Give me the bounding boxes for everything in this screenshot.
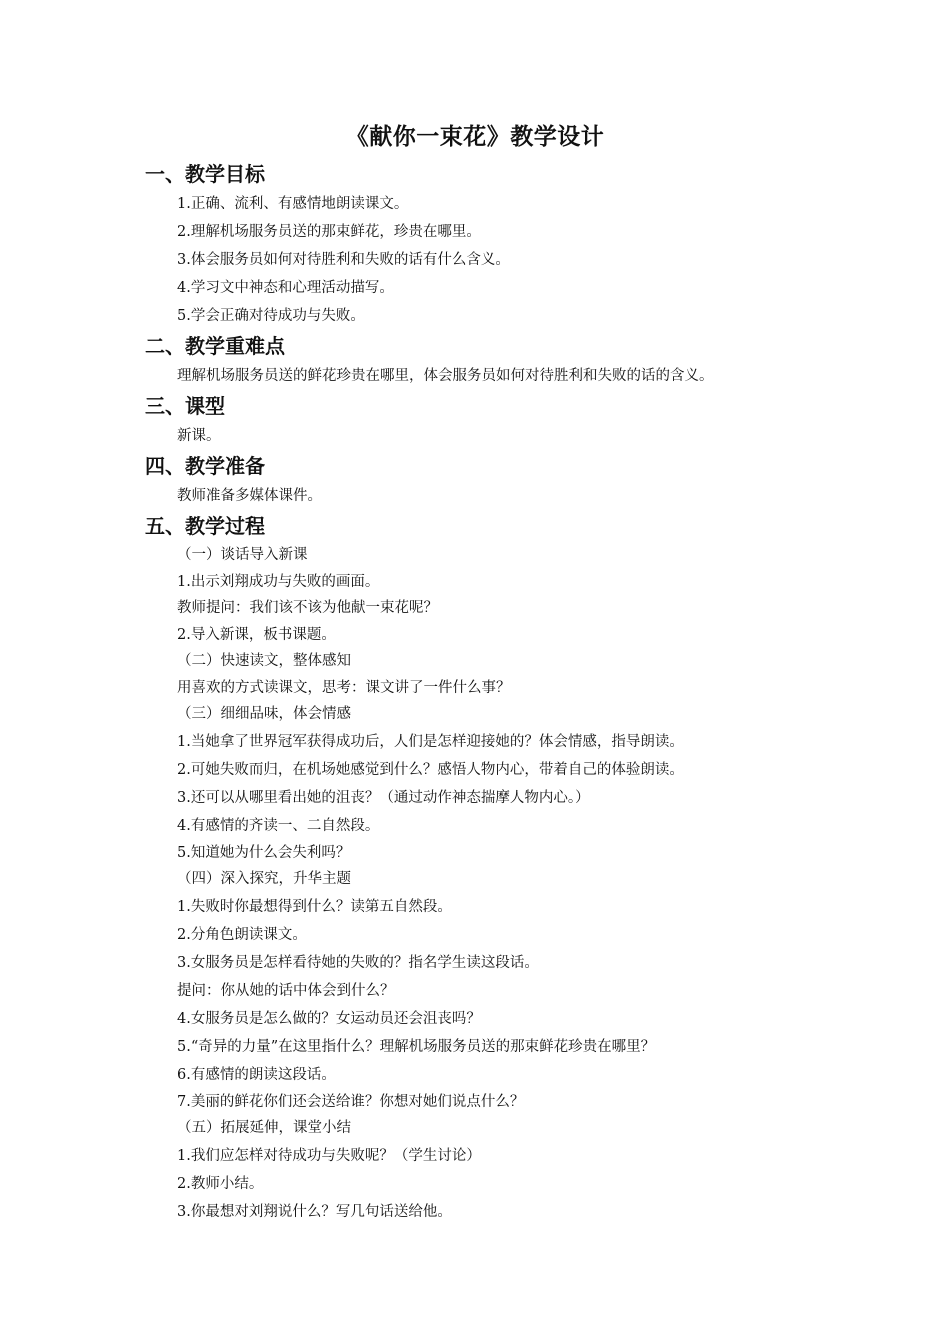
process-line: 2.教师小结。 [177, 1175, 264, 1192]
process-line: 4.有感情的齐读一、二自然段。 [177, 817, 380, 834]
process-subheading: （四）深入探究，升华主题 [177, 871, 351, 887]
process-line: 5.知道她为什么会失利吗？ [177, 844, 351, 861]
section-heading-process: 五、教学过程 [145, 514, 265, 538]
process-line: 1.失败时你最想得到什么？读第五自然段。 [177, 898, 452, 915]
lesson-type-line: 新课。 [177, 428, 221, 444]
objective-line: 2.理解机场服务员送的那束鲜花，珍贵在哪里。 [177, 224, 481, 240]
key-points-line: 理解机场服务员送的鲜花珍贵在哪里，体会服务员如何对待胜利和失败的话的含义。 [177, 368, 714, 384]
process-line: 1.出示刘翔成功与失败的画面。 [177, 573, 380, 590]
process-line: 2.导入新课，板书课题。 [177, 626, 336, 643]
section-heading-key-points: 二、教学重难点 [145, 334, 285, 358]
process-line: 1.当她拿了世界冠军获得成功后，人们是怎样迎接她的？体会情感，指导朗读。 [177, 733, 684, 750]
process-line: 4.女服务员是怎么做的？女运动员还会沮丧吗？ [177, 1010, 481, 1027]
objective-line: 4.学习文中神态和心理活动描写。 [177, 280, 394, 296]
section-heading-preparation: 四、教学准备 [145, 454, 265, 478]
process-line: 5.“奇异的力量”在这里指什么？理解机场服务员送的那束鲜花珍贵在哪里？ [177, 1038, 656, 1055]
process-line: 7.美丽的鲜花你们还会送给谁？你想对她们说点什么？ [177, 1093, 525, 1110]
objective-line: 5.学会正确对待成功与失败。 [177, 308, 365, 324]
process-line: 3.你最想对刘翔说什么？写几句话送给他。 [177, 1203, 452, 1220]
process-line: 提问：你从她的话中体会到什么？ [177, 982, 395, 999]
process-line: 1.我们应怎样对待成功与失败呢？（学生讨论） [177, 1147, 481, 1164]
objective-line: 3.体会服务员如何对待胜利和失败的话有什么含义。 [177, 252, 510, 268]
process-line: 2.可她失败而归，在机场她感觉到什么？感悟人物内心，带着自己的体验朗读。 [177, 761, 684, 778]
preparation-line: 教师准备多媒体课件。 [177, 488, 322, 504]
process-subheading: （五）拓展延伸，课堂小结 [177, 1120, 351, 1136]
document-title: 《献你一束花》教学设计 [345, 123, 605, 150]
section-heading-objectives: 一、教学目标 [145, 162, 265, 186]
process-line: 用喜欢的方式读课文，思考：课文讲了一件什么事？ [177, 679, 511, 696]
document-body [145, 158, 845, 1226]
process-subheading: （三）细细品味，体会情感 [177, 706, 351, 722]
section-heading-lesson-type: 三、课型 [145, 394, 225, 418]
process-line: 3.还可以从哪里看出她的沮丧？（通过动作神态揣摩人物内心。） [177, 789, 590, 806]
process-subheading: （一）谈话导入新课 [177, 547, 308, 563]
process-line: 3.女服务员是怎样看待她的失败的？指名学生读这段话。 [177, 954, 539, 971]
process-subheading: （二）快速读文，整体感知 [177, 653, 351, 669]
process-line: 教师提问：我们该不该为他献一束花呢？ [177, 600, 438, 616]
process-line: 6.有感情的朗读这段话。 [177, 1066, 336, 1083]
objective-line: 1.正确、流利、有感情地朗读课文。 [177, 196, 409, 212]
process-line: 2.分角色朗读课文。 [177, 926, 307, 943]
